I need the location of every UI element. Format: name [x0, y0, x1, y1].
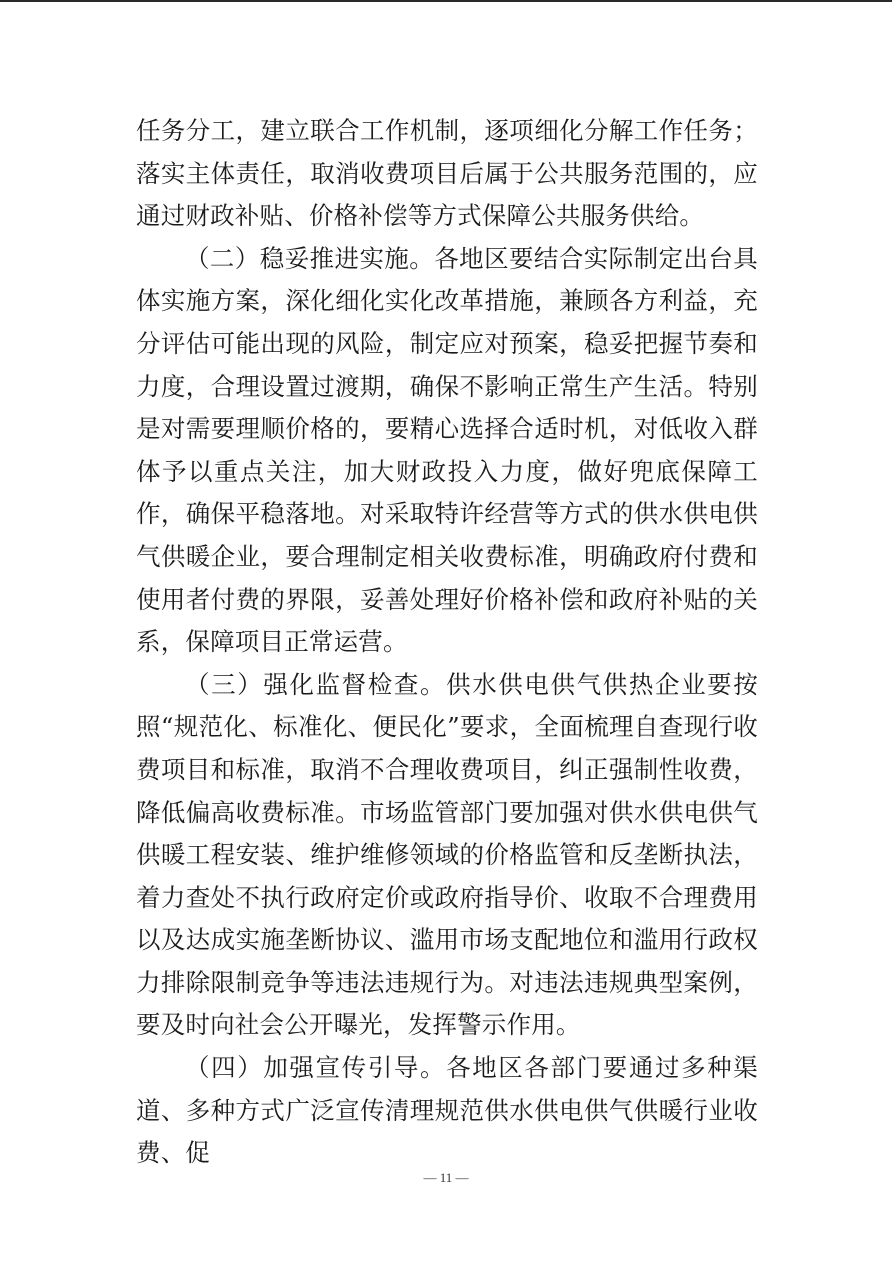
paragraph-section-4: （四）加强宣传引导。各地区各部门要通过多种渠道、多种方式广泛宣传清理规范供水供电供气供暖行业收费、促 [136, 1053, 758, 1168]
body-text [136, 110, 758, 1175]
paragraph-section-3: （三）强化监督检查。供水供电供气供热企业要按照“规范化、标准化、便民化”要求，全面梳理自查现行收费项目和标准，取消不合理收费项目，纠正强制性收费，降低偏高收费标准。市场监管部门要加强对供水供电供气供暖工程安装、维护维修领域的价格监管和反垄断执法，着力查处不执行政府定价或政府指导价、收取不合理费用以及达成实施垄断协议、滥用市场支配地位和滥用行政权力排除限制竞争等违法违规行为。对违法违规典型案例，要及时向社会公开曝光，发挥警示作用。 [136, 669, 758, 1040]
paragraph-continuation: 任务分工，建立联合工作机制，逐项细化分解工作任务；落实主体责任，取消收费项目后属于公共服务范围的，应通过财政补贴、价格补偿等方式保障公共服务供给。 [136, 116, 758, 231]
page-number: — 11 — [423, 1170, 469, 1185]
paragraph-section-2: （二）稳妥推进实施。各地区要结合实际制定出台具体实施方案，深化细化实化改革措施，兼顾各方利益，充分评估可能出现的风险，制定应对预案，稳妥把握节奏和力度，合理设置过渡期，确保不影响正常生产生活。特别是对需要理顺价格的，要精心选择合适时机，对低收入群体予以重点关注，加大财政投入力度，做好兜底保障工作，确保平稳落地。对采取特许经营等方式的供水供电供气供暖企业，要合理制定相关收费标准，明确政府付费和使用者付费的界限，妥善处理好价格补偿和政府补贴的关系，保障项目正常运营。 [136, 243, 758, 657]
